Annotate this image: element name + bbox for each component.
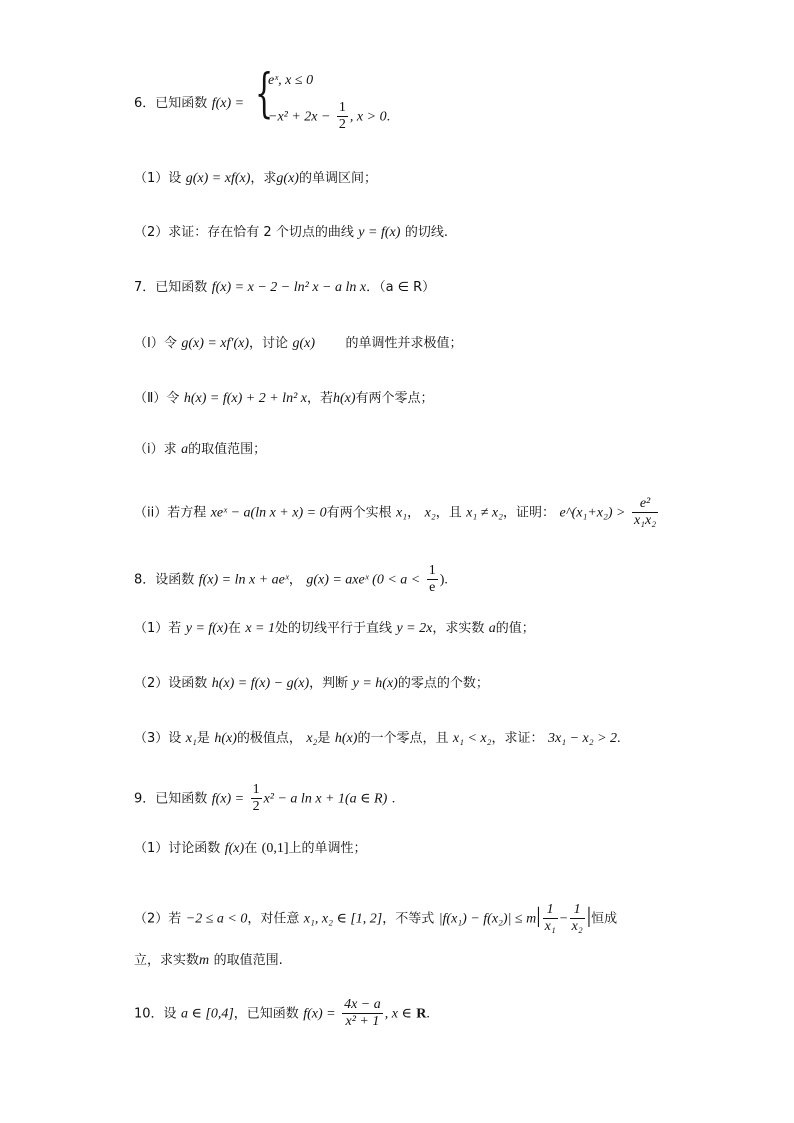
problem-7-part-ii: （ii）若方程 xeˣ − a(ln x + x) = 0有两个实根 x₁， x₂，且 x₁ ≠ x₂，证明： e^(x₁+x₂) > $\frac{\text{e²}}{\text{x₁x₂}}$ [134, 496, 657, 528]
function-name: f(x) = [211, 96, 245, 111]
fraction-half: $\frac{1}{2}$ [338, 100, 346, 132]
problem-9-part-2: （2）若 −2 ≤ a < 0，对任意 x₁, x₂ ∈ [1, 2]，不等式 |f(x₁) − f(x₂)| ≤ m| $\frac{1}{\text{x₁}}$ − $\frac{1}{\text{x₂}}$ |恒成 [134, 902, 618, 934]
fraction-one-over-e: $\frac{1}{e}$ [428, 563, 436, 595]
problem-10-stem: 10．设 a ∈ [0,4]，已知函数 f(x) = $\frac{4x - a}{\text{x² + 1}}$ , x ∈ R. [134, 997, 430, 1029]
piecewise-case-2: −x² + 2x − $\frac{1}{2}$ , x > 0. [268, 100, 391, 132]
fraction-half: $\frac{1}{2}$ [252, 782, 260, 814]
fraction-e2-over-x1x2: $\frac{\text{e²}}{\text{x₁x₂}}$ [633, 496, 657, 528]
fraction-1-over-x1: $\frac{1}{\text{x₁}}$ [544, 902, 556, 934]
piecewise-brace: { [255, 64, 274, 124]
problem-6-part-2: （2）求证：存在恰有 2 个切点的曲线 y = f(x) 的切线. [134, 225, 448, 240]
problem-8-part-3: （3）设 x₁是 h(x)的极值点， x₂是 h(x)的一个零点，且 x₁ < x₂，求证： 3x₁ − x₂ > 2. [134, 731, 621, 746]
problem-7-part-i: （i）求 a的取值范围； [134, 442, 267, 457]
fraction-4x-minus-a: $\frac{4x - a}{\text{x² + 1}}$ [344, 997, 381, 1029]
problem-number: 6． [134, 96, 156, 111]
problem-9-part-2-continued: 立，求实数m 的取值范围. [134, 953, 283, 968]
problem-7-stem: 7．已知函数 f(x) = x − 2 − ln² x − a ln x．（a ∈ R） [134, 280, 436, 295]
problem-6-part-1: （1）设 g(x) = xf(x)，求g(x)的单调区间； [134, 171, 377, 186]
problem-8-part-1: （1）若 y = f(x)在 x = 1处的切线平行于直线 y = 2x，求实数 a的值； [134, 621, 535, 636]
problem-8-part-2: （2）设函数 h(x) = f(x) − g(x)，判断 y = h(x)的零点的个数； [134, 676, 489, 691]
problem-9-stem: 9．已知函数 f(x) = $\frac{1}{2}$ x² − a ln x + 1(a ∈ R) . [134, 782, 396, 814]
problem-7-part-II: （Ⅱ）令 h(x) = f(x) + 2 + ln² x，若h(x)有两个零点； [134, 391, 434, 406]
problem-6-stem [134, 93, 244, 114]
problem-9-part-1: （1）讨论函数 f(x)在 (0,1]上的单调性； [134, 841, 367, 856]
problem-7-part-I: （Ⅰ）令 g(x) = xf′(x)，讨论 g(x) 的单调性并求极值； [134, 336, 463, 351]
problem-intro: 已知函数 [155, 96, 208, 111]
piecewise-case-1: eˣ, x ≤ 0 [268, 73, 314, 88]
fraction-1-over-x2: $\frac{1}{\text{x₂}}$ [571, 902, 583, 934]
problem-8-stem: 8．设函数 f(x) = ln x + aeˣ， g(x) = axeˣ (0 < a < $\frac{1}{e}$ ). [134, 563, 448, 595]
